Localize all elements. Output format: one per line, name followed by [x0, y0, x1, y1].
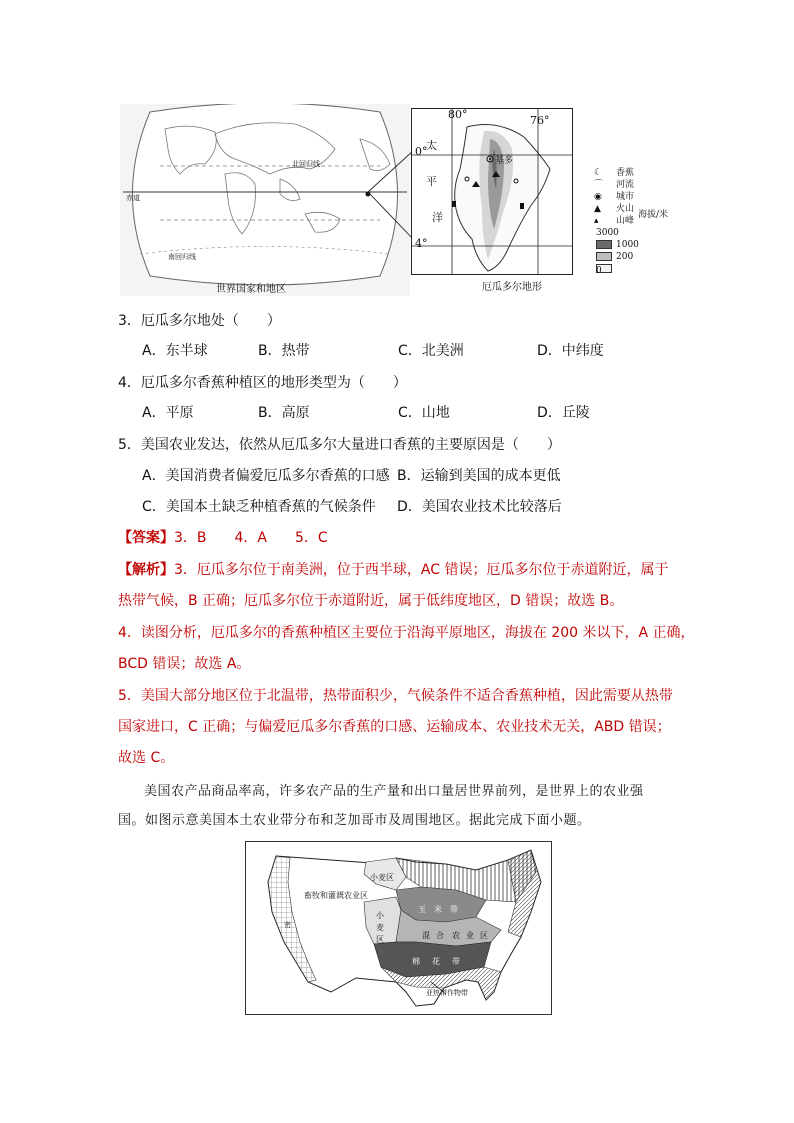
river-icon: ⌒ — [594, 180, 604, 190]
analysis-line-6: 国家进口，C 正确；与偏爱厄瓜多尔香蕉的口感、运输成本、农业技术无关，ABD 错误； — [118, 719, 671, 735]
analysis-label: 【解析】 — [118, 562, 174, 578]
analysis-line-3: 4．读图分析，厄瓜多尔的香蕉种植区主要位于沿海平原地区，海拔在 200 米以下，A 正确， — [118, 625, 695, 641]
wheat-mid-label-2: 麦 — [376, 923, 384, 932]
q3-option-d: D．中纬度 — [537, 343, 604, 359]
wheat-mid-label-1: 小 — [376, 911, 384, 920]
tropic-north-label: 北回归线 — [292, 160, 320, 168]
tropic-south-label: 南回归线 — [168, 253, 196, 261]
analysis-line-4: BCD 错误；故选 A。 — [118, 656, 251, 672]
analysis-line-7: 故选 C。 — [118, 750, 175, 766]
q3-option-b: B．热带 — [258, 343, 310, 359]
q4-option-c: C．山地 — [398, 405, 450, 421]
q4-option-b: B．高原 — [258, 405, 310, 421]
analysis-line-2: 热带气候，B 正确；厄瓜多尔位于赤道附近，属于低纬度地区，D 错误；故选 B。 — [118, 593, 624, 609]
mixed-label-3: 农 — [452, 931, 460, 940]
lon-80-label: 80° — [448, 108, 468, 121]
analysis-line-1 — [118, 560, 668, 580]
swatch-1000 — [596, 252, 612, 261]
city-icon: ◉ — [594, 192, 602, 202]
corn-label-1: 玉 — [418, 905, 426, 914]
equator-label: 赤道 — [126, 194, 140, 202]
peak-icon: ▴ — [594, 216, 599, 226]
ranching-label: 畜牧和灌溉农业区 — [304, 891, 368, 900]
intro-line-1: 美国农产品商品率高，许多农产品的生产量和出口量居世界前列，是世界上的农业强 — [144, 784, 644, 799]
legend-e1000: 1000 — [616, 240, 639, 250]
q5-option-a: A．美国消费者偏爱厄瓜多尔香蕉的口感 — [142, 468, 390, 484]
corn-label-3: 带 — [450, 905, 458, 914]
q3-option-c: C．北美洲 — [398, 343, 464, 359]
analysis-line-5: 5．美国大部分地区位于北温带，热带面积少，气候条件不适合香蕉种植，因此需要从热带 — [118, 688, 673, 704]
ecuador-map-figure — [411, 108, 573, 275]
ecuador-legend — [594, 168, 704, 278]
ocean-label-3: 洋 — [432, 211, 443, 224]
us-map-svg — [246, 842, 551, 1014]
legend-e3000: 3000 — [596, 228, 619, 238]
wheat-north-label: 小麦区 — [370, 873, 394, 882]
legend-peak: 山峰 — [616, 216, 635, 226]
intro-line-2: 国。如图示意美国本土农业带分布和芝加哥市及周围地区。据此完成下面小题。 — [118, 813, 591, 828]
cotton-label-3: 带 — [452, 957, 460, 966]
world-map-caption: 世界国家和地区 — [216, 284, 286, 295]
lat-4-label: 4° — [415, 237, 428, 250]
wheat-mid-label-3: 区 — [376, 935, 384, 944]
answer-label: 【答案】 — [118, 530, 174, 546]
analysis-text-1: 3．厄瓜多尔位于南美洲，位于西半球，AC 错误；厄瓜多尔位于赤道附近，属于 — [174, 562, 669, 578]
swatch-3000 — [596, 240, 612, 249]
legend-e200: 200 — [616, 252, 634, 262]
legend-elev-title: 海拔/米 — [638, 210, 669, 220]
q3-option-a: A．东半球 — [142, 343, 208, 359]
mixed-label-2: 合 — [436, 931, 444, 940]
legend-banana: 香蕉 — [616, 168, 635, 178]
ecuador-map-caption: 厄瓜多尔地形 — [482, 282, 542, 293]
legend-volcano: 火山 — [616, 204, 635, 214]
legend-e0-visible: 0 — [596, 266, 602, 276]
q5-option-c: C．美国本土缺乏种植香蕉的气候条件 — [142, 499, 376, 515]
q5-option-b: B．运输到美国的成本更低 — [397, 468, 561, 484]
legend-river: 河流 — [616, 180, 635, 190]
corn-label-2: 米 — [434, 905, 442, 914]
cotton-label-1: 棉 — [412, 957, 420, 966]
mixed-label-1: 混 — [422, 931, 430, 940]
banana-icon: ☾ — [594, 168, 603, 178]
ocean-label-2: 平 — [426, 175, 437, 188]
cotton-label-2: 花 — [432, 957, 440, 966]
ecuador-map-svg — [412, 109, 572, 274]
legend-city: 城市 — [616, 192, 635, 202]
lat-0-label: 0° — [415, 145, 428, 158]
question-3-stem: 3．厄瓜多尔地处（ ） — [118, 313, 281, 329]
q5-option-d: D．美国农业技术比较落后 — [397, 499, 562, 515]
answer-text: 3．B 4．A 5．C — [174, 530, 328, 546]
q4-option-a: A．平原 — [142, 405, 194, 421]
question-4-stem: 4．厄瓜多尔香蕉种植区的地形类型为（ ） — [118, 375, 407, 391]
mixed-label-4: 业 — [466, 931, 474, 940]
lon-76-label: 76° — [530, 114, 550, 127]
quito-label: 基多 — [495, 156, 514, 166]
us-agriculture-map — [245, 841, 552, 1015]
question-5-stem: 5．美国农业发达，依然从厄瓜多尔大量进口香蕉的主要原因是（ ） — [118, 437, 561, 453]
subtropical-label: 亚热带作物带 — [426, 989, 468, 997]
mixed-label-5: 区 — [480, 931, 488, 940]
ocean-label-1: 太 — [426, 139, 437, 152]
answer-line — [118, 528, 328, 548]
lake-label: 密 — [284, 921, 291, 929]
volcano-icon: ▲ — [594, 204, 601, 214]
q4-option-d: D．丘陵 — [537, 405, 590, 421]
